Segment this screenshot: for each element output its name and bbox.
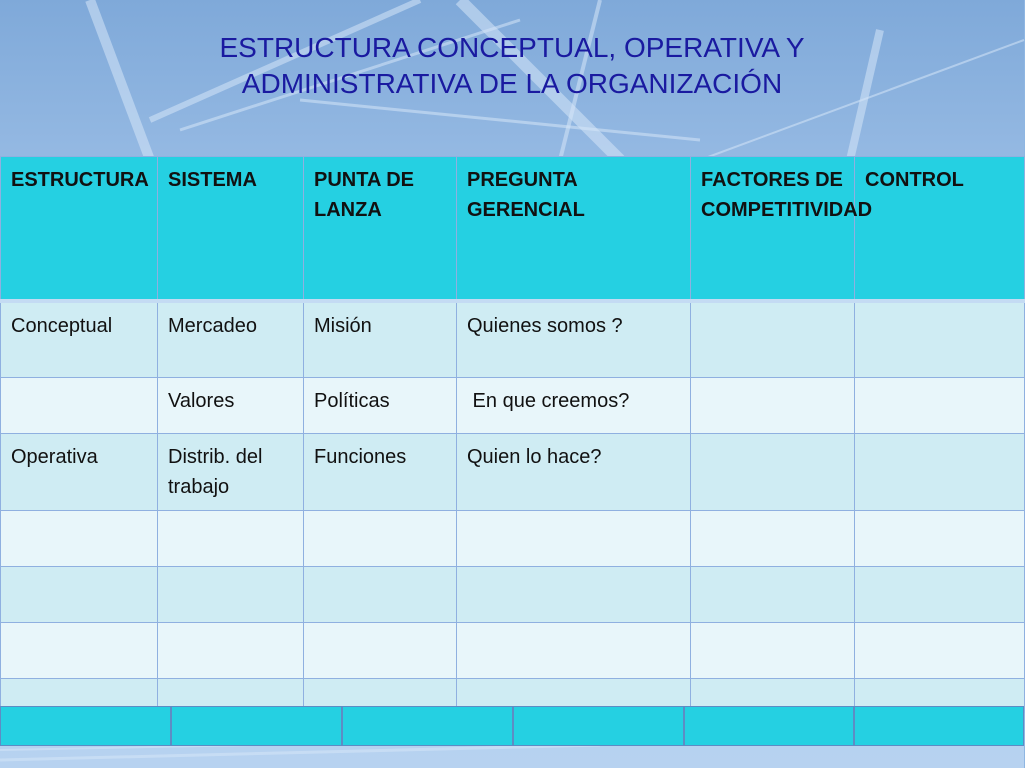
table-cell <box>691 510 855 566</box>
table-row <box>1 622 1025 678</box>
page-title <box>0 30 1024 102</box>
table-cell <box>158 622 304 678</box>
footer-cell <box>0 706 171 746</box>
table-cell <box>691 301 855 377</box>
table-cell <box>855 377 1025 433</box>
footer-cell <box>342 706 513 746</box>
table-cell <box>691 377 855 433</box>
table-cell <box>304 566 457 622</box>
table-cell: En que creemos? <box>457 377 691 433</box>
table-cell <box>457 510 691 566</box>
structure-table <box>0 156 1025 713</box>
table-row <box>1 377 1025 433</box>
table-cell <box>304 510 457 566</box>
table-cell <box>691 433 855 510</box>
table-cell: Políticas <box>304 377 457 433</box>
header-factores-de-competitividad: FACTORES DE COMPETITIVIDAD <box>691 157 855 302</box>
table-cell: Misión <box>304 301 457 377</box>
header-control: CONTROL <box>855 157 1025 302</box>
table-cell: Operativa <box>1 433 158 510</box>
footer-cell <box>513 706 684 746</box>
header-sistema: SISTEMA <box>158 157 304 302</box>
table-cell <box>457 566 691 622</box>
table-cell <box>1 377 158 433</box>
header-punta-de-lanza: PUNTA DE LANZA <box>304 157 457 302</box>
table-cell <box>691 566 855 622</box>
table-row <box>1 433 1025 510</box>
table-cell <box>1 566 158 622</box>
table-cell: Funciones <box>304 433 457 510</box>
table-cell <box>855 301 1025 377</box>
footer-cell <box>854 706 1024 746</box>
footer-cell <box>171 706 342 746</box>
table-cell <box>1 510 158 566</box>
footer-cell <box>684 706 854 746</box>
table-cell <box>855 433 1025 510</box>
table-cell: Quienes somos ? <box>457 301 691 377</box>
table-cell: Conceptual <box>1 301 158 377</box>
table-cell: Mercadeo <box>158 301 304 377</box>
header-pregunta-gerencial: PREGUNTA GERENCIAL <box>457 157 691 302</box>
table-cell <box>1 622 158 678</box>
table-cell: Quien lo hace? <box>457 433 691 510</box>
table-cell <box>304 622 457 678</box>
table-cell <box>457 622 691 678</box>
title-line-2: ADMINISTRATIVA DE LA ORGANIZACIÓN <box>241 68 783 99</box>
table-cell <box>158 510 304 566</box>
table-header-row <box>1 157 1025 302</box>
footer-band <box>0 706 1024 746</box>
table-cell <box>691 622 855 678</box>
table-row <box>1 301 1025 377</box>
table-row <box>1 510 1025 566</box>
table-cell <box>855 510 1025 566</box>
title-line-1: ESTRUCTURA CONCEPTUAL, OPERATIVA Y <box>219 32 805 63</box>
table-cell <box>158 566 304 622</box>
table-cell: Distrib. del trabajo <box>158 433 304 510</box>
table-row <box>1 566 1025 622</box>
table-cell <box>855 622 1025 678</box>
table-cell: Valores <box>158 377 304 433</box>
table-cell <box>855 566 1025 622</box>
header-estructura: ESTRUCTURA <box>1 157 158 302</box>
